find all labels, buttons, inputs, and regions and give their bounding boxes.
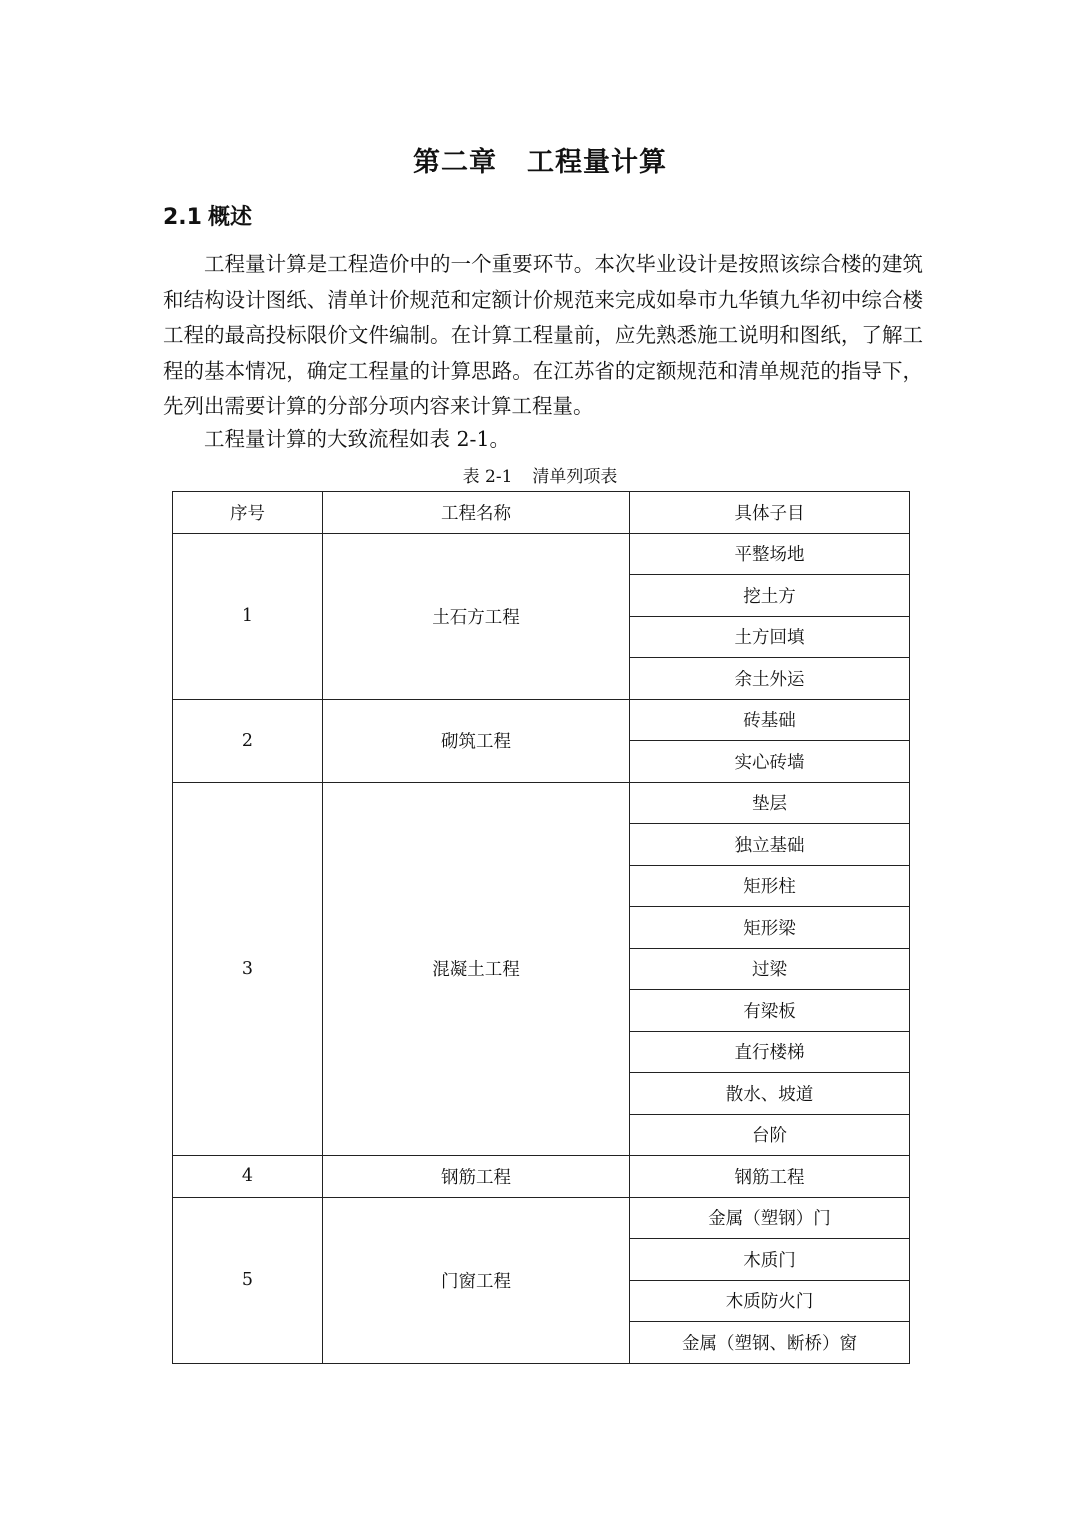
cell-project-name: 钢筋工程 [323,1156,630,1198]
chapter-name: 工程量计算 [527,147,667,178]
cell-sub-item: 独立基础 [630,824,910,866]
chapter-label: 第二章 [413,147,497,178]
cell-sub-item: 矩形柱 [630,865,910,907]
cell-sub-item: 木质门 [630,1239,910,1281]
cell-project-name: 砌筑工程 [323,699,630,782]
cell-sub-item: 直行楼梯 [630,1031,910,1073]
table-caption-number: 表 2-1 [462,467,513,487]
cell-sequence-number: 3 [173,782,323,1156]
table-row [173,782,910,824]
section-number: 2.1 [163,205,202,230]
table-row [173,533,910,575]
section-heading [163,200,252,231]
chapter-title [0,140,1080,179]
cell-sub-item: 木质防火门 [630,1280,910,1322]
cell-sub-item: 过梁 [630,948,910,990]
cell-sequence-number: 1 [173,533,323,699]
cell-sub-item: 矩形梁 [630,907,910,949]
cell-project-name: 土石方工程 [323,533,630,699]
table-body [173,533,910,1363]
cell-sequence-number: 2 [173,699,323,782]
cell-sub-item: 垫层 [630,782,910,824]
cell-sequence-number: 4 [173,1156,323,1198]
cell-sub-item: 平整场地 [630,533,910,575]
cell-sub-item: 有梁板 [630,990,910,1032]
cell-project-name: 门窗工程 [323,1197,630,1363]
cell-sub-item: 土方回填 [630,616,910,658]
table-header-row [173,492,910,534]
header-cell-items: 具体子目 [630,492,910,534]
table-row [173,1156,910,1198]
cell-sub-item: 金属（塑钢）门 [630,1197,910,1239]
cell-sub-item: 实心砖墙 [630,741,910,783]
header-cell-name: 工程名称 [323,492,630,534]
cell-project-name: 混凝土工程 [323,782,630,1156]
table-row [173,699,910,741]
cell-sub-item: 金属（塑钢、断桥）窗 [630,1322,910,1364]
cell-sub-item: 砖基础 [630,699,910,741]
cell-sub-item: 台阶 [630,1114,910,1156]
item-list-table [172,491,910,1364]
cell-sub-item: 余土外运 [630,658,910,700]
cell-sub-item: 挖土方 [630,575,910,617]
table-caption-title: 清单列项表 [532,467,618,487]
section-title: 概述 [207,205,252,230]
table-caption [0,462,1080,487]
header-cell-no: 序号 [173,492,323,534]
cell-sub-item: 散水、坡道 [630,1073,910,1115]
body-paragraph: 工程量计算是工程造价中的一个重要环节。本次毕业设计是按照该综合楼的建筑和结构设计图纸、清单计价规范和定额计价规范来完成如皋市九华镇九华初中综合楼工程的最高投标限价文件编制。在计算工程量前，应先熟悉施工说明和图纸，了解工程的基本情况，确定工程量的计算思路。在江苏省的定额规范和清单规范的指导下，先列出需要计算的分部分项内容来计算工程量。 [163,252,923,418]
table-row [173,1197,910,1239]
body-paragraph: 工程量计算的大致流程如表 2-1。 [204,427,511,451]
cell-sequence-number: 5 [173,1197,323,1363]
cell-sub-item: 钢筋工程 [630,1156,910,1198]
